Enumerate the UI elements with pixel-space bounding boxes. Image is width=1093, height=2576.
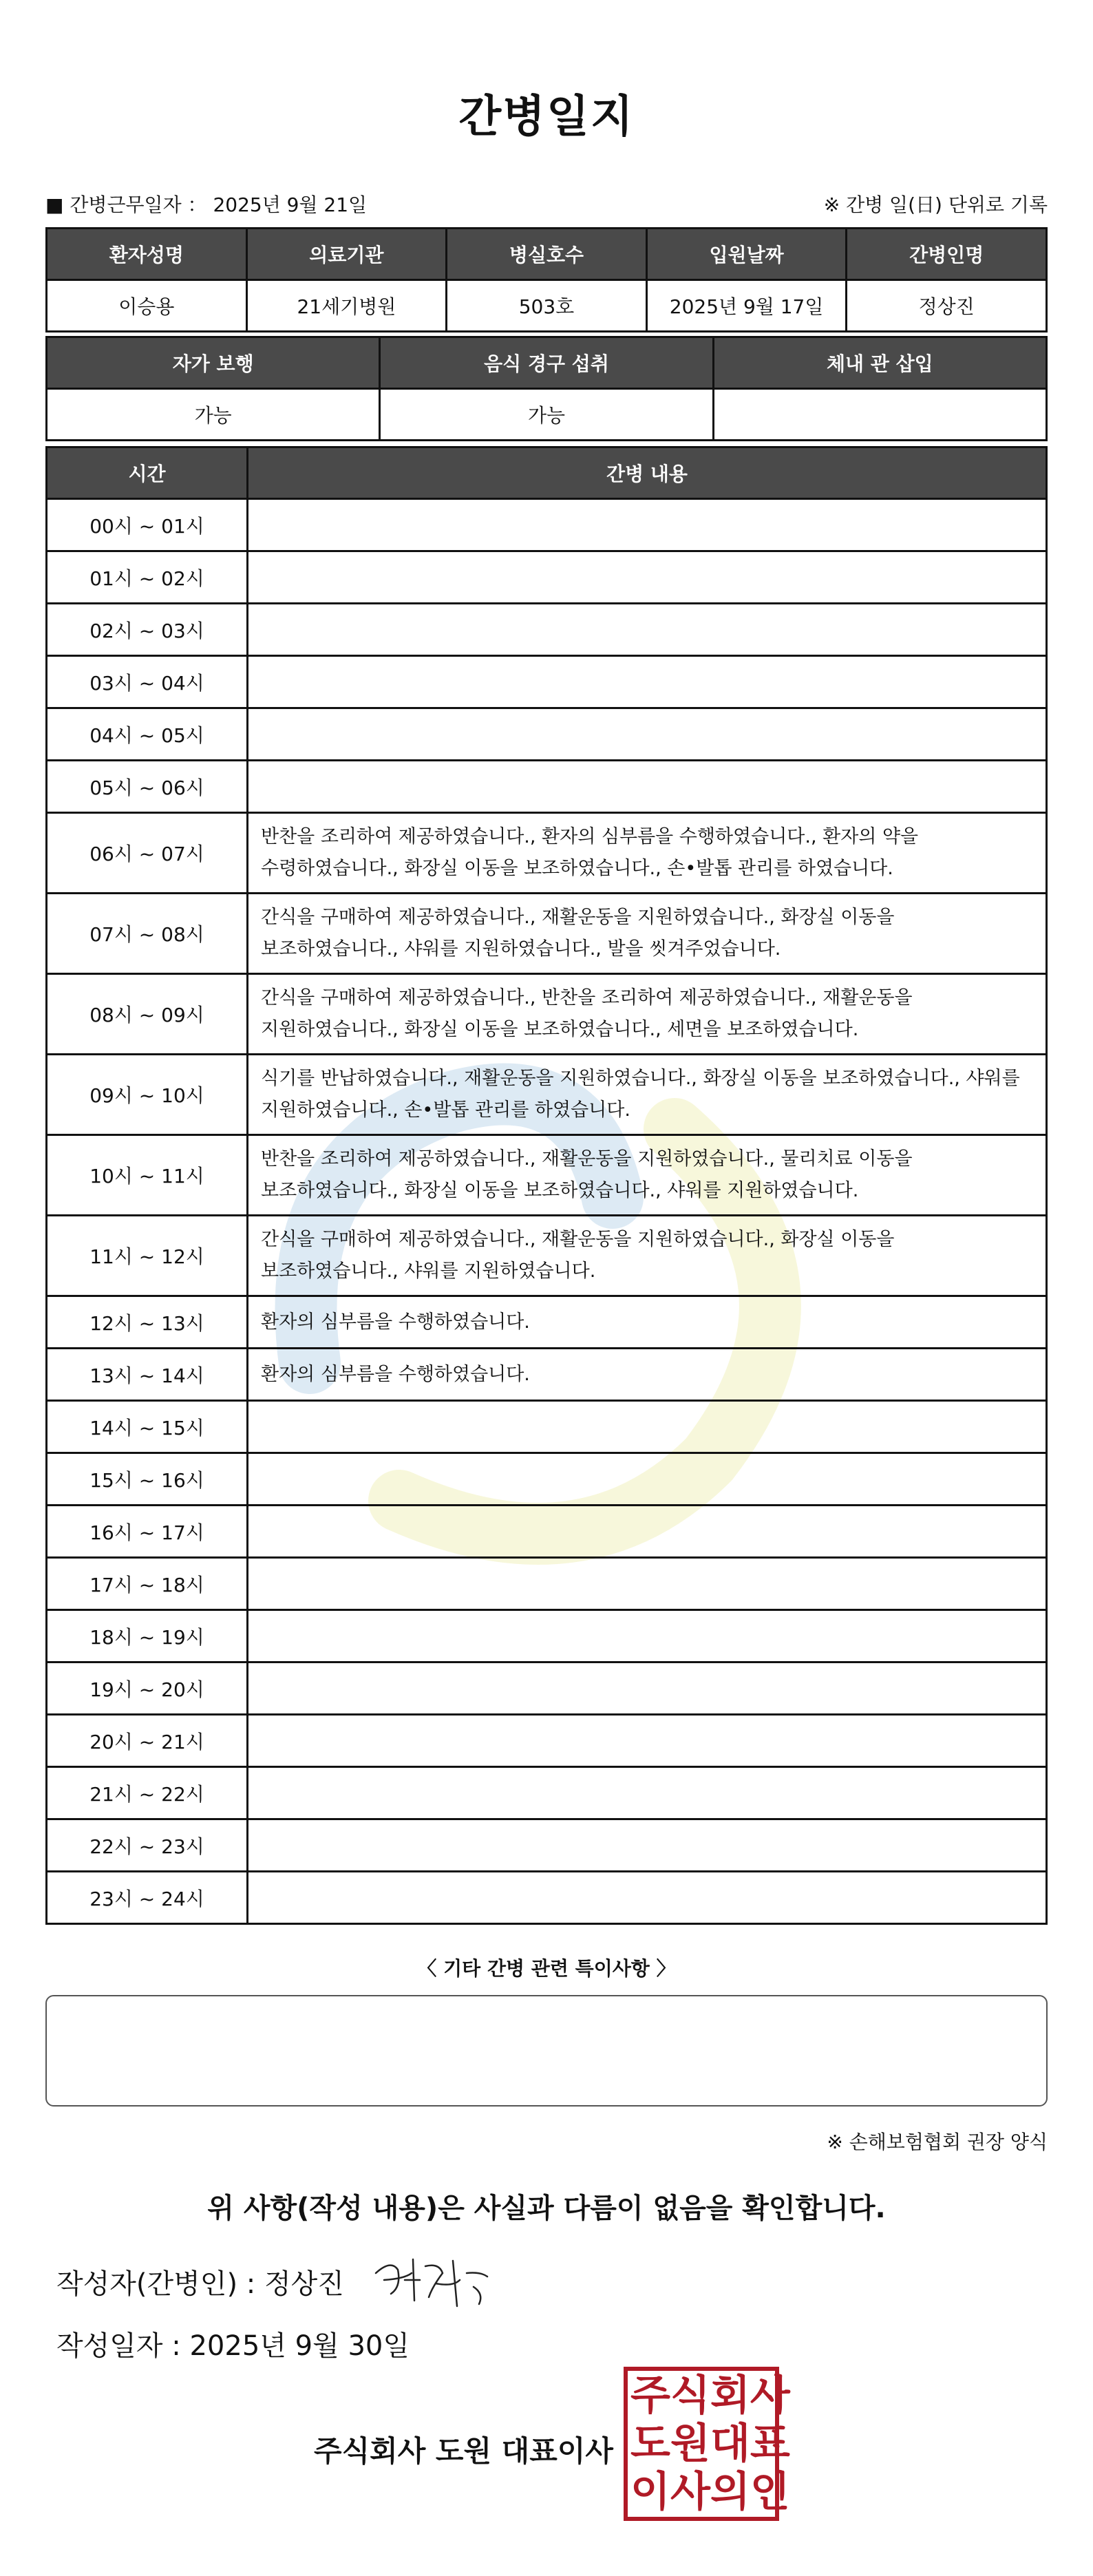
content-cell: 간식을 구매하여 제공하였습니다., 반찬을 조리하여 제공하였습니다., 재활운동을 지원하였습니다., 화장실 이동을 보조하였습니다., 세면을 보조하였습니다.	[248, 974, 1047, 1055]
header-tube: 체내 관 삽입	[713, 337, 1046, 389]
patient-name: 이승용	[47, 280, 247, 332]
time-cell: 16시 ~ 17시	[47, 1506, 248, 1558]
special-notes-title: 〈 기타 간병 관련 특이사항 〉	[417, 1957, 676, 1980]
header-patient-name: 환자성명	[47, 229, 247, 280]
table-row	[47, 1135, 1047, 1216]
header-admission-date: 입원날짜	[646, 229, 847, 280]
content-cell	[248, 1767, 1047, 1819]
header-time: 시간	[47, 447, 248, 499]
time-cell: 17시 ~ 18시	[47, 1558, 248, 1610]
table-row	[47, 656, 1047, 708]
header-room: 병실호수	[447, 229, 647, 280]
content-cell	[248, 499, 1047, 551]
table-row	[47, 1055, 1047, 1135]
company-representative: 주식회사 도원 대표이사	[314, 2434, 613, 2468]
time-cell: 02시 ~ 03시	[47, 604, 248, 656]
table-row	[47, 1453, 1047, 1506]
content-cell	[248, 1506, 1047, 1558]
content-cell: 간식을 구매하여 제공하였습니다., 재활운동을 지원하였습니다., 화장실 이동을 보조하였습니다., 샤워를 지원하였습니다.	[248, 1216, 1047, 1296]
time-cell: 22시 ~ 23시	[47, 1819, 248, 1872]
header-caregiver-name: 간병인명	[847, 229, 1047, 280]
admission-date: 2025년 9월 17일	[646, 280, 847, 332]
content-cell	[248, 1610, 1047, 1662]
time-cell: 18시 ~ 19시	[47, 1610, 248, 1662]
table-row	[47, 1558, 1047, 1610]
table-row	[47, 1216, 1047, 1296]
content-cell	[248, 761, 1047, 813]
written-date-value: 2025년 9월 30일	[189, 2330, 410, 2362]
form-notice: ※ 손해보험협회 권장 양식	[827, 2131, 1048, 2153]
header-walking: 자가 보행	[47, 337, 380, 389]
content-cell	[248, 1819, 1047, 1872]
table-row	[47, 1819, 1047, 1872]
table-row	[47, 499, 1047, 551]
work-date	[45, 190, 367, 218]
table-row	[47, 1349, 1047, 1401]
work-date-label: ■ 간병근무일자 ：	[45, 193, 207, 216]
time-cell: 00시 ~ 01시	[47, 499, 248, 551]
content-cell: 식기를 반납하였습니다., 재활운동을 지원하였습니다., 화장실 이동을 보조하였습니다., 샤워를 지원하였습니다., 손•발톱 관리를 하였습니다.	[248, 1055, 1047, 1135]
ability-table	[45, 336, 1048, 441]
oral-intake-value: 가능	[380, 389, 713, 441]
special-notes-box	[45, 1995, 1048, 2107]
content-cell	[248, 656, 1047, 708]
table-row	[47, 1662, 1047, 1715]
time-cell: 20시 ~ 21시	[47, 1715, 248, 1767]
unit-note: ※ 간병 일(日) 단위로 기록	[823, 193, 1048, 216]
content-cell	[248, 604, 1047, 656]
time-cell: 11시 ~ 12시	[47, 1216, 248, 1296]
content-cell: 간식을 구매하여 제공하였습니다., 재활운동을 지원하였습니다., 화장실 이동을 보조하였습니다., 샤워를 지원하였습니다., 발을 씻겨주었습니다.	[248, 894, 1047, 974]
care-log-table	[45, 446, 1048, 1925]
content-cell: 반찬을 조리하여 제공하였습니다., 환자의 심부름을 수행하였습니다., 환자의 약을 수령하였습니다., 화장실 이동을 보조하였습니다., 손•발톱 관리를 하였습니다.	[248, 813, 1047, 894]
table-row	[47, 974, 1047, 1055]
time-cell: 03시 ~ 04시	[47, 656, 248, 708]
handwritten-signature	[370, 2246, 494, 2314]
header-hospital: 의료기관	[246, 229, 447, 280]
time-cell: 07시 ~ 08시	[47, 894, 248, 974]
content-cell	[248, 708, 1047, 761]
time-cell: 13시 ~ 14시	[47, 1349, 248, 1401]
time-cell: 19시 ~ 20시	[47, 1662, 248, 1715]
table-row	[47, 813, 1047, 894]
table-row	[47, 761, 1047, 813]
time-cell: 01시 ~ 02시	[47, 551, 248, 604]
content-cell	[248, 1662, 1047, 1715]
content-cell	[248, 551, 1047, 604]
patient-info-table	[45, 227, 1048, 332]
caregiver-name: 정상진	[847, 280, 1047, 332]
walking-value: 가능	[47, 389, 380, 441]
content-cell	[248, 1401, 1047, 1453]
writer-name: 정상진	[264, 2268, 344, 2300]
content-cell	[248, 1558, 1047, 1610]
page-title: 간병일지	[458, 92, 635, 142]
company-seal: 주 식 회 사 도 원 대 표 이 사 의 인	[624, 2367, 779, 2521]
content-cell: 환자의 심부름을 수행하였습니다.	[248, 1296, 1047, 1349]
written-date-label: 작성일자 :	[56, 2330, 181, 2362]
time-cell: 23시 ~ 24시	[47, 1872, 248, 1924]
table-row	[47, 708, 1047, 761]
time-cell: 15시 ~ 16시	[47, 1453, 248, 1506]
work-date-value: 2025년 9월 21일	[213, 193, 368, 216]
tube-value	[713, 389, 1046, 441]
table-row	[47, 894, 1047, 974]
header-care-content: 간병 내용	[248, 447, 1047, 499]
time-cell: 04시 ~ 05시	[47, 708, 248, 761]
content-cell: 반찬을 조리하여 제공하였습니다., 재활운동을 지원하였습니다., 물리치료 이동을 보조하였습니다., 화장실 이동을 보조하였습니다., 샤워를 지원하였습니다.	[248, 1135, 1047, 1216]
time-cell: 12시 ~ 13시	[47, 1296, 248, 1349]
table-row	[47, 551, 1047, 604]
table-row	[47, 1767, 1047, 1819]
table-row	[47, 1872, 1047, 1924]
table-row	[47, 1715, 1047, 1767]
table-row	[47, 1296, 1047, 1349]
time-cell: 09시 ~ 10시	[47, 1055, 248, 1135]
hospital: 21세기병원	[246, 280, 447, 332]
time-cell: 21시 ~ 22시	[47, 1767, 248, 1819]
table-row	[47, 1401, 1047, 1453]
content-cell: 환자의 심부름을 수행하였습니다.	[248, 1349, 1047, 1401]
time-cell: 14시 ~ 15시	[47, 1401, 248, 1453]
written-date	[56, 2324, 410, 2363]
time-cell: 06시 ~ 07시	[47, 813, 248, 894]
table-row	[47, 1506, 1047, 1558]
room-number: 503호	[447, 280, 647, 332]
content-cell	[248, 1872, 1047, 1924]
header-oral-intake: 음식 경구 섭취	[380, 337, 713, 389]
writer-line	[56, 2262, 344, 2301]
table-row	[47, 604, 1047, 656]
content-cell	[248, 1453, 1047, 1506]
time-cell: 08시 ~ 09시	[47, 974, 248, 1055]
time-cell: 05시 ~ 06시	[47, 761, 248, 813]
writer-label: 작성자(간병인) :	[56, 2268, 256, 2300]
confirmation-text: 위 사항(작성 내용)은 사실과 다름이 없음을 확인합니다.	[207, 2193, 886, 2224]
table-row	[47, 1610, 1047, 1662]
time-cell: 10시 ~ 11시	[47, 1135, 248, 1216]
content-cell	[248, 1715, 1047, 1767]
